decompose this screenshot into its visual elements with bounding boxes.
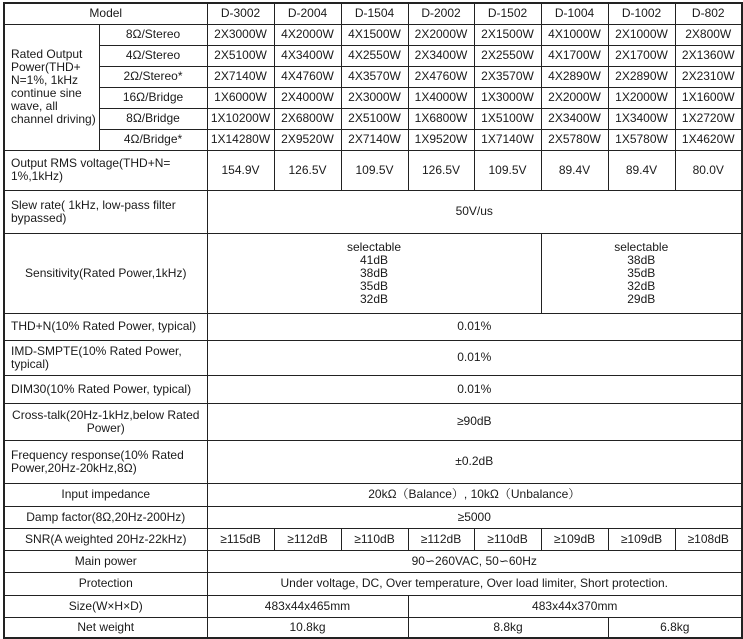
size-value: 483x44x465mm	[207, 595, 408, 617]
output-rms-row	[4, 150, 742, 190]
load-label: 4Ω/Bridge*	[99, 129, 207, 150]
imd-label: IMD-SMPTE(10% Rated Power, typical)	[4, 340, 207, 375]
power-value: 1X6800W	[408, 108, 474, 129]
crosstalk-value: ≥90dB	[207, 403, 742, 440]
power-value: 2X1700W	[608, 45, 675, 66]
protection-value: Under voltage, DC, Over temperature, Over load limiter, Short protection.	[207, 572, 742, 595]
power-value: 1X4000W	[408, 87, 474, 108]
sensitivity-option: 29dB	[627, 291, 656, 306]
power-value: 2X9520W	[274, 129, 341, 150]
power-value: 2X2890W	[608, 66, 675, 87]
power-value: 4X1700W	[541, 45, 608, 66]
model-header-cell: D-1504	[341, 3, 408, 24]
power-value: 1X5780W	[608, 129, 675, 150]
power-value: 2X4000W	[274, 87, 341, 108]
snr-value: ≥108dB	[675, 528, 742, 550]
sensitivity-row	[4, 233, 742, 313]
weight-value: 8.8kg	[408, 617, 608, 638]
damp-factor-value: ≥5000	[207, 506, 742, 528]
power-value: 1X14280W	[207, 129, 274, 150]
size-row	[4, 595, 742, 617]
dim30-label: DIM30(10% Rated Power, typical)	[4, 375, 207, 403]
power-value: 1X6000W	[207, 87, 274, 108]
rms-value: 80.0V	[675, 150, 742, 190]
power-value: 2X6800W	[274, 108, 341, 129]
main-power-label: Main power	[4, 550, 207, 572]
dim30-row	[4, 375, 742, 403]
model-header-cell: D-802	[675, 3, 742, 24]
slew-rate-value: 50V/us	[207, 190, 742, 233]
power-value: 1X10200W	[207, 108, 274, 129]
weight-value: 6.8kg	[608, 617, 742, 638]
snr-value: ≥109dB	[541, 528, 608, 550]
power-value: 1X7140W	[474, 129, 541, 150]
input-impedance-label: Input impedance	[4, 483, 207, 506]
imd-value: 0.01%	[207, 340, 742, 375]
protection-label: Protection	[4, 572, 207, 595]
damp-factor-label: Damp factor(8Ω,20Hz-200Hz)	[4, 506, 207, 528]
power-value: 1X9520W	[408, 129, 474, 150]
power-value: 2X800W	[675, 24, 742, 45]
main-power-row	[4, 550, 742, 572]
model-header-cell: D-3002	[207, 3, 274, 24]
snr-value: ≥109dB	[608, 528, 675, 550]
freq-response-row	[4, 440, 742, 483]
main-power-value: 90∽260VAC, 50∽60Hz	[207, 550, 742, 572]
model-header-cell: D-1002	[608, 3, 675, 24]
thd-row	[4, 313, 742, 340]
rms-value: 109.5V	[341, 150, 408, 190]
power-value: 2X1500W	[474, 24, 541, 45]
snr-label: SNR(A weighted 20Hz-22kHz)	[4, 528, 207, 550]
load-label: 2Ω/Stereo*	[99, 66, 207, 87]
power-value: 1X5100W	[474, 108, 541, 129]
imd-row	[4, 340, 742, 375]
load-label: 8Ω/Bridge	[99, 108, 207, 129]
power-value: 2X1000W	[608, 24, 675, 45]
load-label: 8Ω/Stereo	[99, 24, 207, 45]
power-value: 2X3400W	[408, 45, 474, 66]
sensitivity-option: 38dB	[627, 252, 656, 267]
power-value: 2X2000W	[541, 87, 608, 108]
power-value: 2X2310W	[675, 66, 742, 87]
rated-power-row	[4, 24, 742, 45]
sensitivity-option: 38dB	[359, 265, 389, 280]
freq-response-label: Frequency response(10% Rated Power,20Hz-20kHz,8Ω)	[4, 440, 207, 483]
snr-row	[4, 528, 742, 550]
sensitivity-option: 35dB	[359, 278, 389, 293]
sensitivity-option: selectable	[346, 239, 402, 254]
snr-value: ≥115dB	[207, 528, 274, 550]
crosstalk-label: Cross-talk(20Hz-1kHz,below Rated Power)	[4, 403, 207, 440]
power-value: 2X2550W	[474, 45, 541, 66]
rated-power-row	[4, 87, 742, 108]
sensitivity-option: 35dB	[627, 265, 656, 280]
model-header: Model	[4, 3, 207, 24]
power-value: 2X3000W	[341, 87, 408, 108]
protection-row	[4, 572, 742, 595]
power-value: 1X1600W	[675, 87, 742, 108]
power-value: 4X3570W	[341, 66, 408, 87]
power-value: 4X4760W	[274, 66, 341, 87]
slew-rate-label: Slew rate( 1kHz, low-pass filter bypassed)	[4, 190, 207, 233]
power-value: 4X3400W	[274, 45, 341, 66]
power-value: 2X3570W	[474, 66, 541, 87]
load-label: 16Ω/Bridge	[99, 87, 207, 108]
power-value: 1X3400W	[608, 108, 675, 129]
size-value: 483x44x370mm	[408, 595, 742, 617]
snr-value: ≥110dB	[474, 528, 541, 550]
slew-rate-row	[4, 190, 742, 233]
power-value: 2X1360W	[675, 45, 742, 66]
load-label: 4Ω/Stereo	[99, 45, 207, 66]
power-value: 2X5100W	[207, 45, 274, 66]
power-value: 2X5100W	[341, 108, 408, 129]
power-value: 1X3000W	[474, 87, 541, 108]
freq-response-value: ±0.2dB	[207, 440, 742, 483]
sensitivity-option: 32dB	[627, 278, 656, 293]
power-value: 4X2550W	[341, 45, 408, 66]
weight-value: 10.8kg	[207, 617, 408, 638]
power-value: 4X2890W	[541, 66, 608, 87]
model-header-cell: D-1502	[474, 3, 541, 24]
rated-power-label: Rated Output Power(THD+ N=1%, 1kHz continue sine wave, all channel driving)	[4, 24, 99, 150]
rms-value: 109.5V	[474, 150, 541, 190]
damp-factor-row	[4, 506, 742, 528]
snr-value: ≥112dB	[408, 528, 474, 550]
power-value: 2X3400W	[541, 108, 608, 129]
net-weight-label: Net weight	[4, 617, 207, 638]
power-value: 4X1000W	[541, 24, 608, 45]
power-value: 2X7140W	[341, 129, 408, 150]
rated-power-row	[4, 129, 742, 150]
net-weight-row	[4, 617, 742, 638]
dim30-value: 0.01%	[207, 375, 742, 403]
sensitivity-group-a	[207, 233, 541, 313]
crosstalk-row	[4, 403, 742, 440]
power-value: 2X5780W	[541, 129, 608, 150]
snr-value: ≥110dB	[341, 528, 408, 550]
rated-power-row	[4, 66, 742, 87]
power-value: 2X7140W	[207, 66, 274, 87]
rms-value: 154.9V	[207, 150, 274, 190]
size-label: Size(W×H×D)	[4, 595, 207, 617]
thd-value: 0.01%	[207, 313, 742, 340]
power-value: 2X2000W	[408, 24, 474, 45]
sensitivity-label: Sensitivity(Rated Power,1kHz)	[4, 233, 207, 313]
sensitivity-option: 32dB	[359, 291, 389, 306]
rated-power-row	[4, 108, 742, 129]
power-value: 1X2720W	[675, 108, 742, 129]
rms-value: 126.5V	[408, 150, 474, 190]
power-value: 4X2000W	[274, 24, 341, 45]
snr-value: ≥112dB	[274, 528, 341, 550]
input-impedance-row	[4, 483, 742, 506]
header-row	[4, 3, 742, 24]
output-rms-label: Output RMS voltage(THD+N= 1%,1kHz)	[4, 150, 207, 190]
rated-power-row	[4, 45, 742, 66]
rms-value: 126.5V	[274, 150, 341, 190]
model-header-cell: D-2004	[274, 3, 341, 24]
sensitivity-option: 41dB	[359, 252, 389, 267]
model-header-cell: D-2002	[408, 3, 474, 24]
power-value: 1X4620W	[675, 129, 742, 150]
power-value: 2X4760W	[408, 66, 474, 87]
sensitivity-group-b	[541, 233, 742, 313]
rms-value: 89.4V	[608, 150, 675, 190]
power-value: 2X3000W	[207, 24, 274, 45]
input-impedance-value: 20kΩ（Balance）, 10kΩ（Unbalance）	[207, 483, 742, 506]
model-header-cell: D-1004	[541, 3, 608, 24]
power-value: 4X1500W	[341, 24, 408, 45]
power-value: 1X2000W	[608, 87, 675, 108]
rms-value: 89.4V	[541, 150, 608, 190]
spec-table	[3, 2, 743, 639]
sensitivity-option: selectable	[614, 239, 669, 254]
thd-label: THD+N(10% Rated Power, typical)	[4, 313, 207, 340]
